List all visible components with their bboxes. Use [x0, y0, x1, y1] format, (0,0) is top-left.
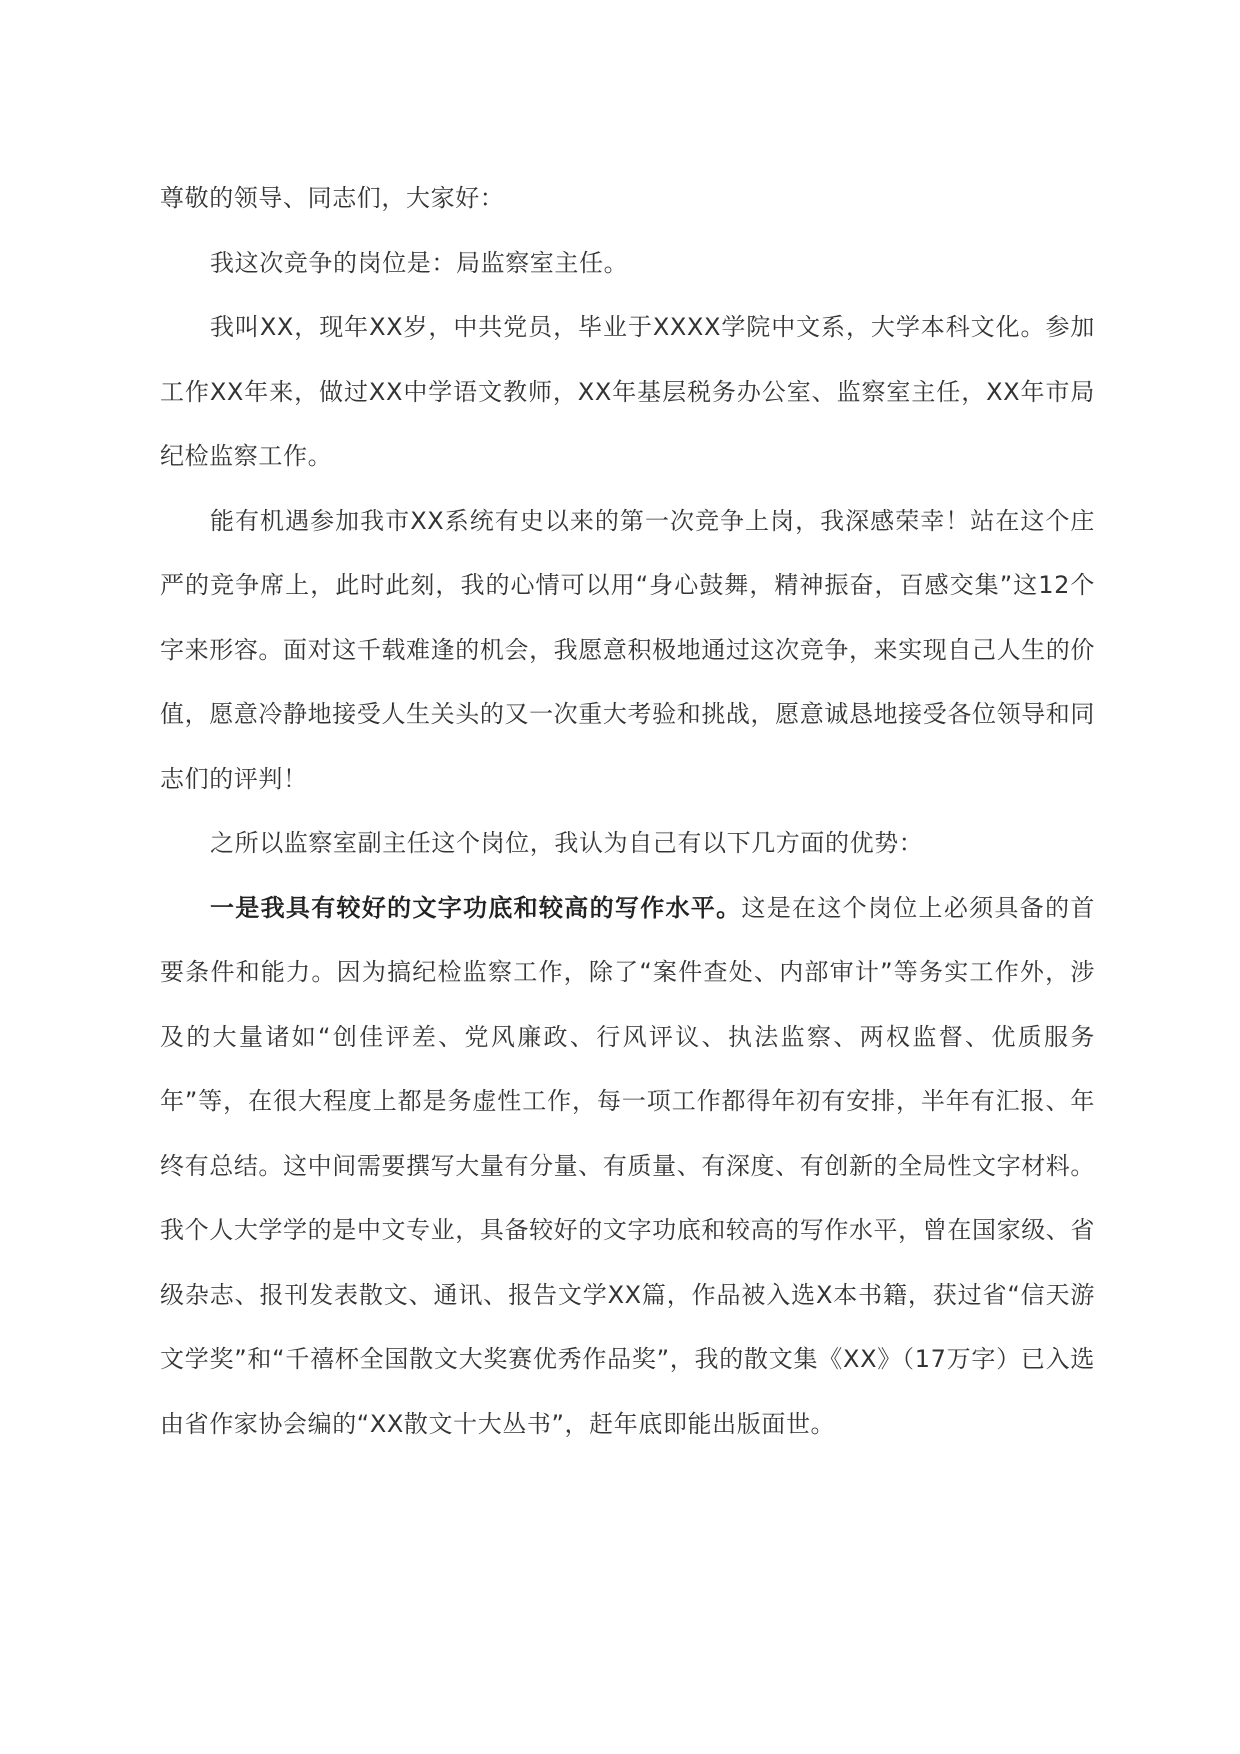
document-body	[160, 166, 1095, 1456]
advantage-one-paragraph	[160, 876, 1095, 1457]
advantage-one-body: 这是在这个岗位上必须具备的首要条件和能力。因为搞纪检监察工作，除了“案件查处、内部审计”等务实工作外，涉及的大量诸如“创佳评差、党风廉政、行风评议、执法监察、两权监督、优质服务年”等，在很大程度上都是务虚性工作，每一项工作都得年初有安排，半年有汇报、年终有总结。这中间需要撰写大量有分量、有质量、有深度、有创新的全局性文字材料。我个人大学学的是中文专业，具备较好的文字功底和较高的写作水平，曾在国家级、省级杂志、报刊发表散文、通讯、报告文学XX篇，作品被入选X本书籍，获过省“信天游文学奖”和“千禧杯全国散文大奖赛优秀作品奖”，我的散文集《XX》（17万字）已入选由省作家协会编的“XX散文十大丛书”，赶年底即能出版面世。	[160, 893, 1095, 1438]
position-paragraph: 我这次竞争的岗位是：局监察室主任。	[210, 248, 629, 277]
greeting-paragraph: 尊敬的领导、同志们，大家好：	[160, 184, 505, 212]
intro-paragraph: 我叫XX，现年XX岁，中共党员，毕业于XXXX学院中文系，大学本科文化。参加工作XX年来，做过XX中学语文教师，XX年基层税务办公室、监察室主任，XX年市局纪检监察工作。	[160, 313, 1095, 470]
honor-paragraph: 能有机遇参加我市XX系统有史以来的第一次竞争上岗，我深感荣幸！站在这个庄严的竞争席上，此时此刻，我的心情可以用“身心鼓舞，精神振奋，百感交集”这12个字来形容。面对这千载难逢的机会，我愿意积极地通过这次竞争，来实现自己人生的价值，愿意冷静地接受人生关头的又一次重大考验和挑战，愿意诚恳地接受各位领导和同志们的评判！	[160, 506, 1095, 793]
advantages-intro-paragraph: 之所以监察室副主任这个岗位，我认为自己有以下几方面的优势：	[210, 829, 924, 857]
advantage-one-heading: 一是我具有较好的文字功底和较高的写作水平。	[210, 893, 742, 922]
